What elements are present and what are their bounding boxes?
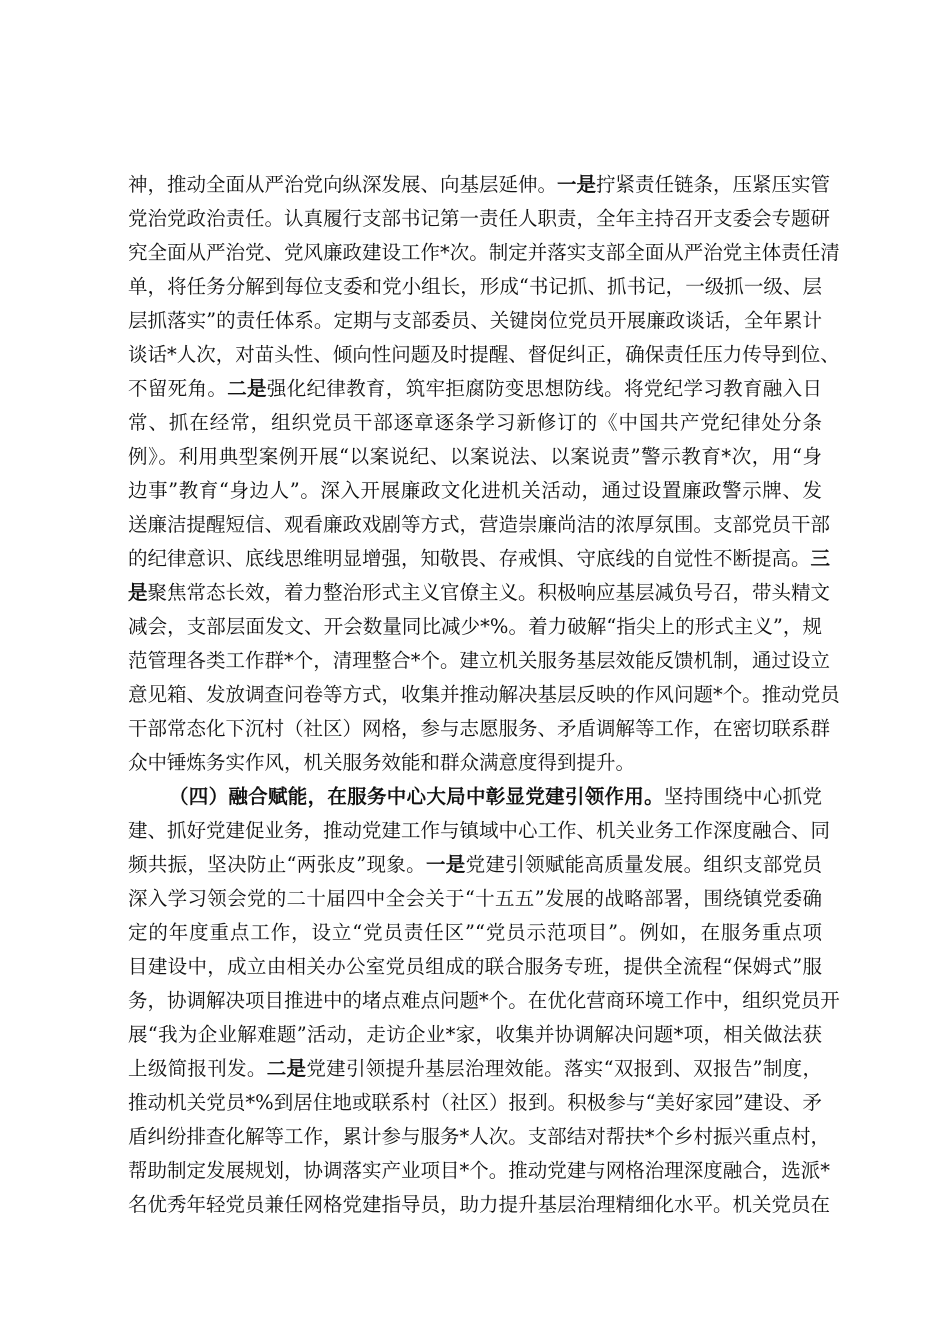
text-segment: 帮助制定发展规划，协调落实产业项目*个。推动党建与网格治理深度融合，选派* [128,1159,831,1182]
text-line [128,576,831,610]
text-segment: 究全面从严治党、党风廉政建设工作*次。制定并落实支部全面从严治党主体责任清 [128,241,840,264]
text-segment: 干部常态化下沉村（社区）网格，参与志愿服务、矛盾调解等工作，在密切联系群 [128,717,831,740]
text-line [128,440,822,474]
text-segment: 层抓落实”的责任体系。定期与支部委员、关键岗位党员开展廉政谈话，全年累计 [128,309,822,332]
text-line [128,270,822,304]
bold-text-segment: 一是 [425,853,466,876]
text-line [128,1052,822,1086]
text-line [128,746,822,780]
text-segment: 党治党政治责任。认真履行支部书记第一责任人职责，全年主持召开支委会专题研 [128,207,831,230]
text-line [128,984,840,1018]
text-segment: 常、抓在经常，组织党员干部逐章逐条学习新修订的《中国共产党纪律处分条 [128,411,822,434]
text-segment: 减会，支部层面发文、开会数量同比减少*%。着力破解“指尖上的形式主义”，规 [128,615,822,638]
text-line [128,780,822,814]
text-segment: 频共振，坚决防止“两张皮”现象。 [128,853,426,876]
text-segment: 神，推动全面从严治党向纵深发展、向基层延伸。 [128,173,558,196]
text-segment: 党建引领赋能高质量发展。组织支部党员 [465,853,822,876]
bold-text-segment: 二是 [227,377,267,400]
body-text [128,168,840,1222]
text-line [128,168,831,202]
text-segment: 不留死角。 [128,377,228,400]
text-line [128,1154,831,1188]
text-line [128,916,822,950]
text-line [128,1188,831,1222]
text-segment: 送廉洁提醒短信、观看廉政戏剧等方式，营造崇廉尚洁的浓厚氛围。支部党员干部 [128,513,831,536]
bold-text-segment: 三 [810,547,831,570]
text-segment: 深入学习领会党的二十届四中全会关于“十五五”发展的战略部署，围绕镇党委确 [128,887,822,910]
bold-text-segment: 是 [128,581,148,604]
text-segment: 众中锤炼务实作风，机关服务效能和群众满意度得到提升。 [128,751,636,774]
text-segment: 展“我为企业解难题”活动，走访企业*家，收集并协调解决问题*项，相关做法获 [128,1023,822,1046]
text-segment: 务，协调解决项目推进中的堵点难点问题*个。在优化营商环境工作中，组织党员开 [128,989,840,1012]
text-segment: 目建设中，成立由相关办公室党员组成的联合服务专班，提供全流程“保姆式”服 [128,955,822,978]
text-line [128,712,831,746]
text-segment: 例》。利用典型案例开展“以案说纪、以案说法、以案说责”警示教育*次，用“身 [128,445,822,468]
text-segment: 谈话*人次，对苗头性、倾向性问题及时提醒、督促纠正，确保责任压力传导到位、 [128,343,840,366]
text-segment: 党建引领提升基层治理效能。落实“双报到、双报告”制度， [306,1057,822,1080]
text-line [128,1120,831,1154]
text-segment: 名优秀年轻党员兼任网格党建指导员，助力提升基层治理精细化水平。机关党员在 [128,1193,831,1216]
text-segment: 强化纪律教育，筑牢拒腐防变思想防线。将党纪学习教育融入日 [266,377,822,400]
bold-text-segment: 一是 [557,173,597,196]
text-segment: 单，将任务分解到每位支委和党小组长，形成“书记抓、抓书记，一级抓一级、层 [128,275,822,298]
text-segment: 上级简报刊发。 [128,1057,267,1080]
text-segment: 坚持围绕中心抓党 [663,785,822,808]
text-line [128,1086,822,1120]
text-segment: 推动机关党员*%到居住地或联系村（社区）报到。积极参与“美好家园”建设、矛 [128,1091,822,1114]
text-segment: 定的年度重点工作，设立“党员责任区”“党员示范项目”。例如，在服务重点项 [128,921,822,944]
text-line [128,814,831,848]
text-line [128,304,822,338]
text-line [128,882,822,916]
text-segment: 的纪律意识、底线思维明显增强，知敬畏、存戒惧、守底线的自觉性不断提高。 [128,547,811,570]
text-segment: 聚焦常态长效，着力整治形式主义官僚主义。积极响应基层减负号召，带头精文 [147,581,831,604]
text-segment: 拧紧责任链条，压紧压实管 [596,173,831,196]
bold-text-segment: （四）融合赋能，在服务中心大局中彰显党建引领作用。 [169,785,664,808]
text-line [128,474,822,508]
text-line [128,542,831,576]
text-line [128,202,831,236]
text-line [128,338,840,372]
text-line [128,1018,822,1052]
text-line [128,678,840,712]
text-line [128,236,840,270]
text-line [128,406,822,440]
text-line [128,372,822,406]
text-line [128,508,831,542]
bold-text-segment: 二是 [266,1057,307,1080]
text-segment: 意见箱、发放调查问卷等方式，收集并推动解决基层反映的作风问题*个。推动党员 [128,683,840,706]
text-segment: 范管理各类工作群*个，清理整合*个。建立机关服务基层效能反馈机制，通过设立 [128,649,831,672]
text-line [128,610,822,644]
text-line [128,950,822,984]
text-segment: 建、抓好党建促业务，推动党建工作与镇域中心工作、机关业务工作深度融合、同 [128,819,831,842]
text-line [128,644,831,678]
text-segment: 边事”教育“身边人”。深入开展廉政文化进机关活动，通过设置廉政警示牌、发 [128,479,822,502]
text-line [128,848,822,882]
text-segment: 盾纠纷排查化解等工作，累计参与服务*人次。支部结对帮扶*个乡村振兴重点村， [128,1125,831,1148]
